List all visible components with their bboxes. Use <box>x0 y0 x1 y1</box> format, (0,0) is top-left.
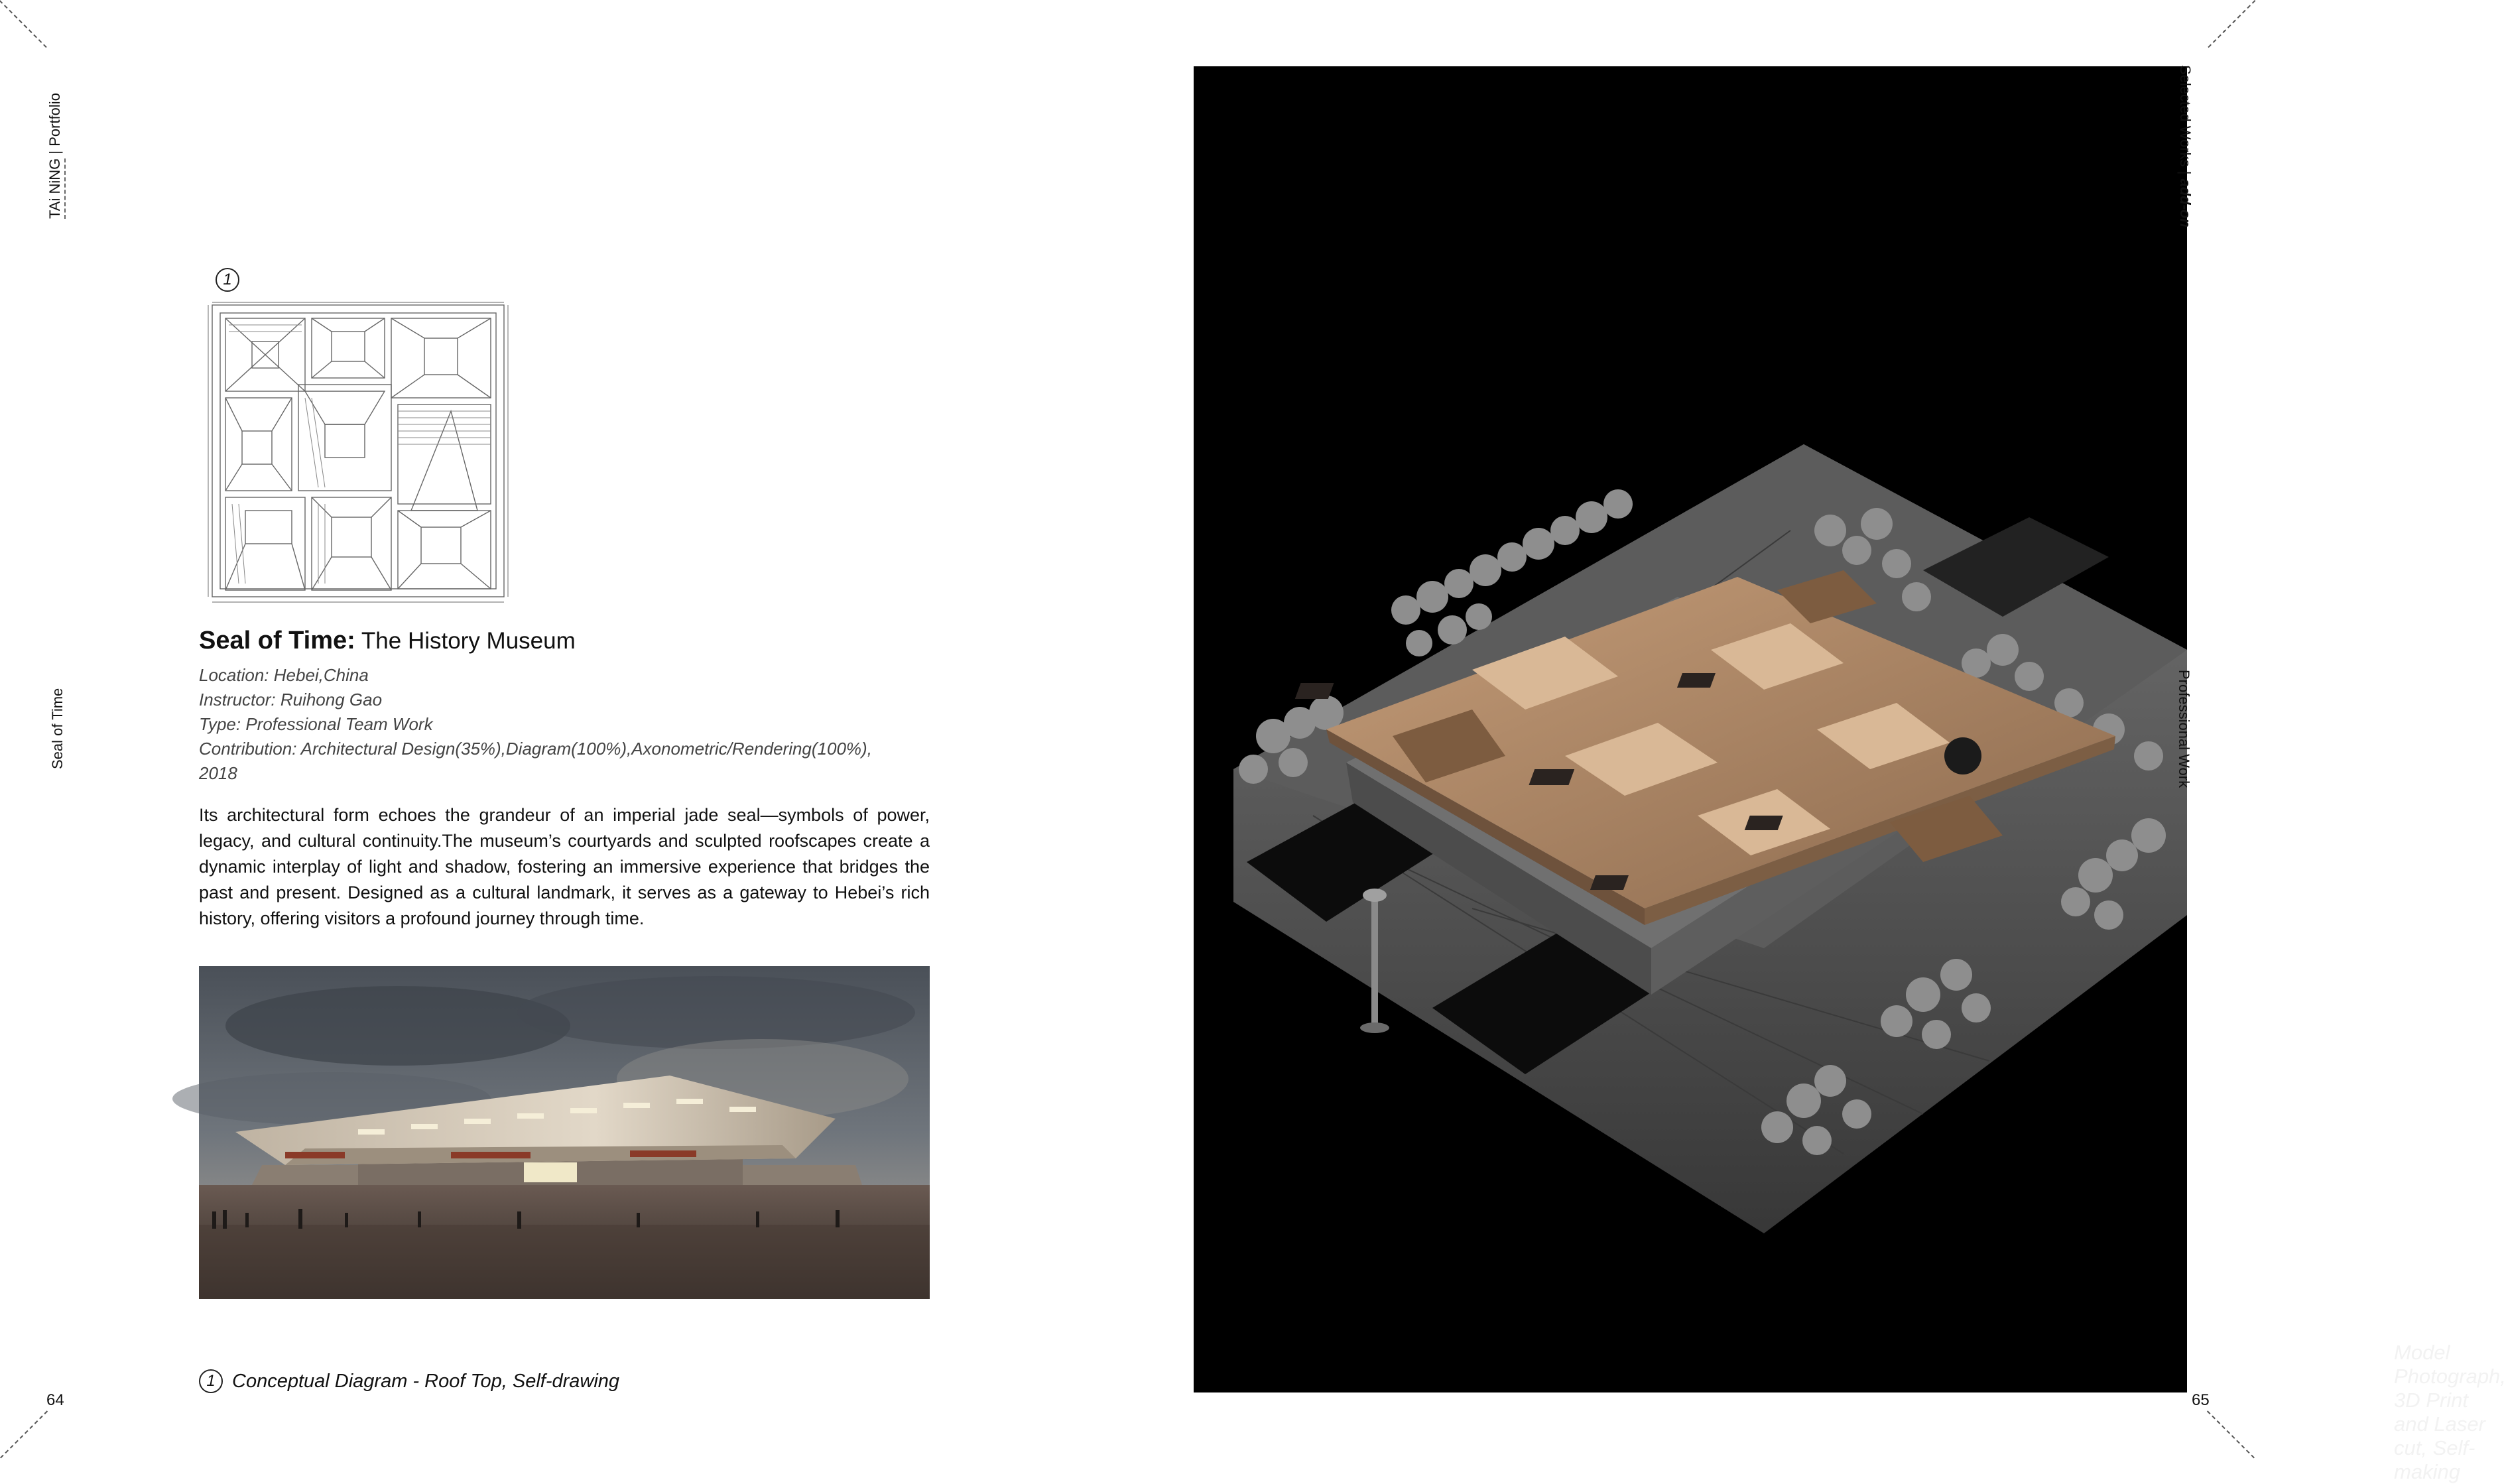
project-contribution: Contribution: Architectural Design(35%),Diagram(100%),Axonometric/Rendering(100%), <box>199 739 872 759</box>
portfolio-header <box>46 93 64 219</box>
photo-caption: Model Photograph, 3D Print and Laser cut, Self-making <box>2394 1341 2506 1483</box>
project-instructor: Instructor: Ruihong Gao <box>199 690 383 710</box>
right-page <box>1127 0 2506 1483</box>
project-location: Location: Hebei,China <box>199 665 369 685</box>
caption-marker-number: 1 <box>199 1369 223 1393</box>
project-description: Its architectural form echoes the grandeur of an imperial jade seal—symbols of power, legacy, and cultural continuity.The museum’s courtyards and sculpted roofscapes create a dynamic interplay of light and shadow, fostering an immersive experience that bridges the past and present. Designed as a cultural landmark, it serves as a gateway to Hebei’s rich history, offering visitors a profound journey through time. <box>199 805 930 928</box>
brand-name: TAi NiNG <box>46 158 66 219</box>
page-number-left: 64 <box>46 1391 64 1409</box>
project-title-rest: The History Museum <box>355 628 576 654</box>
project-title-bold: Seal of Time: <box>199 627 355 654</box>
diagram-marker-number: 1 <box>216 268 239 292</box>
project-metadata <box>199 663 932 786</box>
project-type: Type: Professional Team Work <box>199 714 433 734</box>
model-photograph <box>1194 66 2187 1392</box>
page-number-right: 65 <box>2192 1391 2210 1409</box>
caption-text: Conceptual Diagram - Roof Top, Self-drawing <box>232 1370 620 1392</box>
crop-mark-top-left <box>0 0 47 48</box>
works-header-label: Selected Works <box>2177 65 2194 167</box>
section-label: Seal of Time <box>49 688 66 769</box>
header-label: Portfolio <box>46 93 63 147</box>
exterior-rendering <box>199 966 930 1299</box>
crop-mark-bottom-left <box>0 1410 48 1458</box>
project-title <box>199 627 576 655</box>
header-separator: | <box>46 146 63 158</box>
diagram-caption <box>199 1369 619 1393</box>
crop-mark-top-right <box>2208 0 2255 48</box>
section-label-right: Professional Work <box>2176 670 2192 788</box>
crop-mark-bottom-right <box>2207 1410 2255 1458</box>
left-page <box>0 0 1127 1459</box>
project-year: 2018 <box>199 763 237 783</box>
works-header-tag: add-on <box>2177 178 2194 227</box>
works-header-separator: | <box>2177 166 2194 179</box>
diagram-marker <box>216 268 239 292</box>
works-header <box>2176 65 2194 227</box>
roof-plan-diagram <box>199 298 517 610</box>
